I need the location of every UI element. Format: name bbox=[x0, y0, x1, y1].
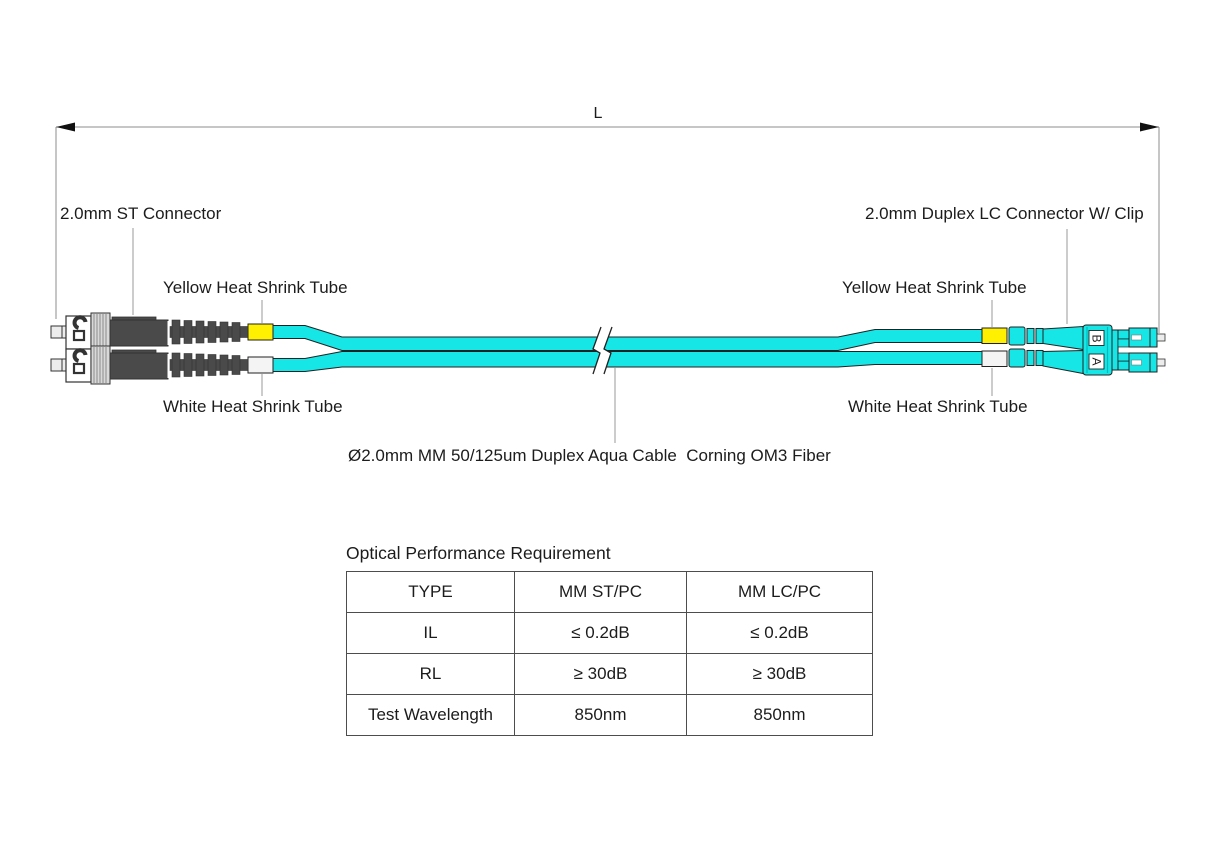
st-connector-bottom bbox=[51, 346, 248, 384]
st-body bbox=[110, 320, 168, 346]
fiber-cable-bottom bbox=[273, 352, 985, 372]
st-strain-relief-boot bbox=[170, 320, 248, 344]
lc-clip-letter-b: B bbox=[1089, 334, 1104, 343]
label-yellow-tube-right: Yellow Heat Shrink Tube bbox=[842, 278, 1027, 297]
st-bayonet-key bbox=[74, 364, 84, 373]
cell-il-label: IL bbox=[347, 613, 515, 654]
lc-duplex-connector bbox=[1009, 325, 1165, 375]
lc-clip-letter-a: A bbox=[1089, 357, 1104, 366]
table-row-il bbox=[347, 613, 873, 654]
lc-trigger-top bbox=[1118, 339, 1129, 347]
st-strain-relief-boot bbox=[170, 353, 248, 377]
table-row-test-wavelength bbox=[347, 695, 873, 736]
lc-latch-bottom bbox=[1118, 361, 1129, 370]
st-ferrule bbox=[51, 359, 66, 371]
lc-trigger-bottom bbox=[1118, 353, 1129, 361]
duplex-aqua-cable bbox=[273, 326, 985, 372]
label-yellow-tube-left: Yellow Heat Shrink Tube bbox=[163, 278, 348, 297]
yellow-heat-shrink-right bbox=[982, 328, 1007, 344]
fiber-cable-top bbox=[273, 326, 985, 351]
header-mm-lc-pc: MM LC/PC bbox=[687, 572, 873, 613]
yellow-heat-shrink-left bbox=[248, 324, 273, 340]
cell-wavelength-label: Test Wavelength bbox=[347, 695, 515, 736]
cell-wavelength-lc: 850nm bbox=[687, 695, 873, 736]
dimension-arrow-left bbox=[56, 123, 75, 132]
header-type: TYPE bbox=[347, 572, 515, 613]
lc-latch-top bbox=[1118, 330, 1129, 339]
cell-il-st: ≤ 0.2dB bbox=[515, 613, 687, 654]
cell-il-lc: ≤ 0.2dB bbox=[687, 613, 873, 654]
lc-boot-top bbox=[1009, 327, 1083, 350]
label-cable-description: Ø2.0mm MM 50/125um Duplex Aqua Cable Corning OM3 Fiber bbox=[348, 446, 831, 465]
st-connector-top bbox=[51, 313, 248, 351]
cell-wavelength-st: 850nm bbox=[515, 695, 687, 736]
cell-rl-st: ≥ 30dB bbox=[515, 654, 687, 695]
lc-ferrule-top bbox=[1157, 334, 1165, 341]
label-white-tube-left: White Heat Shrink Tube bbox=[163, 397, 343, 416]
label-lc-connector: 2.0mm Duplex LC Connector W/ Clip bbox=[865, 204, 1144, 223]
optical-performance-table bbox=[346, 571, 873, 736]
table-title: Optical Performance Requirement bbox=[346, 543, 611, 563]
table-row-rl bbox=[347, 654, 873, 695]
lc-ferrule-bottom bbox=[1157, 359, 1165, 366]
st-bayonet-key bbox=[74, 331, 84, 340]
cell-rl-lc: ≥ 30dB bbox=[687, 654, 873, 695]
lc-neck bbox=[1112, 330, 1118, 370]
label-st-connector: 2.0mm ST Connector bbox=[60, 204, 222, 223]
table-header-row bbox=[347, 572, 873, 613]
dimension-line-L bbox=[56, 127, 1159, 333]
dimension-label-L: L bbox=[593, 105, 603, 122]
st-body bbox=[110, 353, 168, 379]
dimension-arrow-right bbox=[1140, 123, 1159, 132]
header-mm-st-pc: MM ST/PC bbox=[515, 572, 687, 613]
lc-latch-slot-top bbox=[1132, 335, 1142, 340]
st-ferrule bbox=[51, 326, 66, 338]
white-heat-shrink-left bbox=[248, 357, 273, 373]
white-heat-shrink-right bbox=[982, 351, 1007, 367]
cell-rl-label: RL bbox=[347, 654, 515, 695]
lc-latch-slot-bottom bbox=[1132, 360, 1142, 365]
lc-boot-bottom bbox=[1009, 349, 1083, 374]
label-white-tube-right: White Heat Shrink Tube bbox=[848, 397, 1028, 416]
